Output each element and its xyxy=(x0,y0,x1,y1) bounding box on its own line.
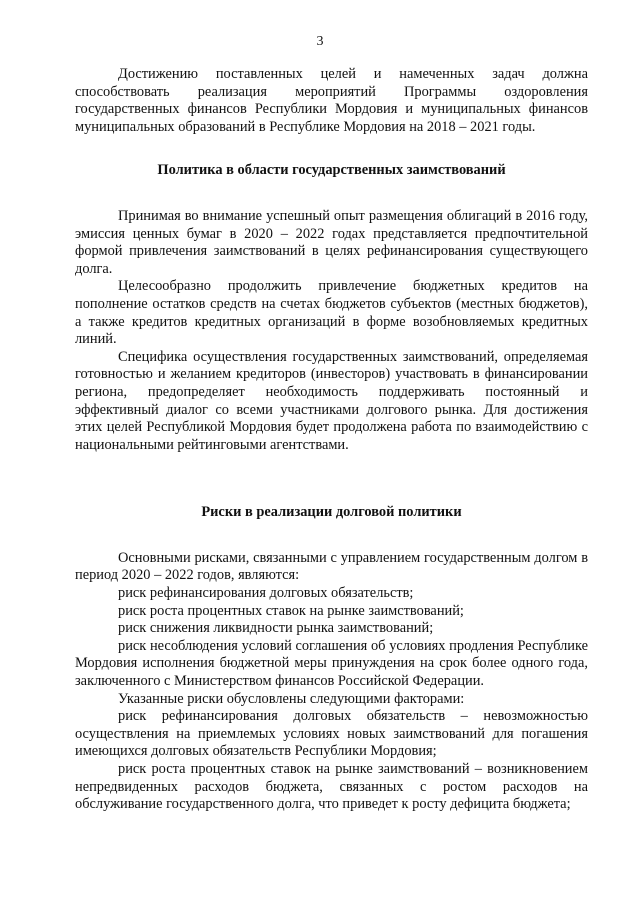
section-title-debt-policy-risks: Риски в реализации долговой политики xyxy=(201,504,462,521)
paragraph: Указанные риски обусловлены следующими факторами: xyxy=(118,690,465,707)
list-item: риск роста процентных ставок на рынке заимствований; xyxy=(118,602,464,619)
list-item: риск снижения ликвидности рынка заимствований; xyxy=(118,620,434,637)
list-item: риск роста процентных ставок на рынке заимствований – возникновением непредвиденных расходов бюджета, связанных с ростом расходов на обслуживание государственного долга, что приведет к росту дефицита бюджета; xyxy=(75,761,588,813)
paragraph: Основными рисками, связанными с управлением государственным долгом в период 2020 – 2022 годов, являются: xyxy=(75,549,588,584)
list-item: риск рефинансирования долговых обязательств; xyxy=(118,585,414,602)
paragraph: Целесообразно продолжить привлечение бюджетных кредитов на пополнение остатков средств на счетах бюджетов субъектов (местных бюджетов), а также кредитов кредитных организаций в форме возобновляемых кредитных линий. xyxy=(75,278,588,348)
list-item: риск рефинансирования долговых обязательств – невозможностью осуществления на приемлемых условиях новых заимствований для погашения имеющихся долговых обязательств Республики Мордовия; xyxy=(75,708,588,760)
document-body xyxy=(75,66,588,814)
paragraph: Принимая во внимание успешный опыт размещения облигаций в 2016 году, эмиссия ценных бумаг в 2020 – 2022 годах представляется предпочтительной формой привлечения заимствований в целях рефинансирования существующего долга. xyxy=(75,207,588,277)
paragraph: Специфика осуществления государственных заимствований, определяемая готовностью и желанием кредиторов (инвесторов) участвовать в финансировании региона, предопределяет необходимость поддерживать постоянный и эффективный диалог со всеми участниками долгового рынка. Для достижения этих целей Республикой Мордовия будет продолжена работа по взаимодействию с национальными рейтинговыми агентствами. xyxy=(75,348,588,453)
page-number: 3 xyxy=(316,34,324,49)
section-title-borrowing-policy: Политика в области государственных заимствований xyxy=(157,162,506,179)
list-item: риск несоблюдения условий соглашения об условиях продления Республике Мордовия исполнения бюджетной меры принуждения на срок более одного года, заключенного с Министерством финансов Российской Федерации. xyxy=(75,637,588,690)
intro-paragraph: Достижению поставленных целей и намеченных задач должна способствовать реализация мероприятий Программы оздоровления государственных финансов Республики Мордовия и муниципальных финансов муниципальных образований в Республике Мордовия на 2018 – 2021 годы. xyxy=(75,66,588,135)
